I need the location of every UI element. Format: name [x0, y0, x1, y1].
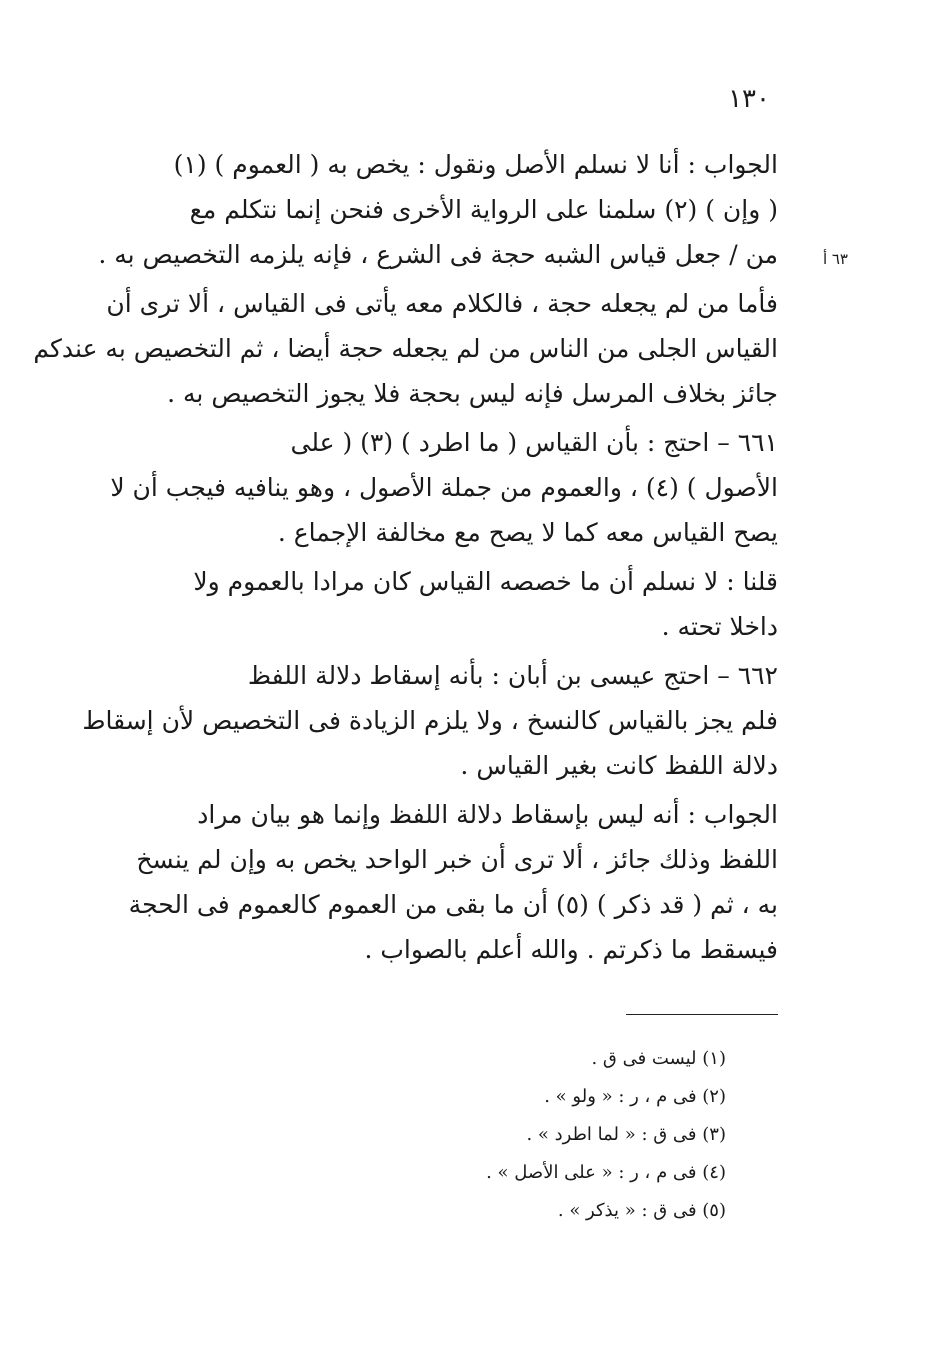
paragraph-2	[33, 281, 778, 416]
footnote-5: (٥) فى ق : « يذكر » .	[557, 1200, 726, 1221]
page-number: ١٣٠	[728, 84, 770, 114]
text-line: داخلا تحته .	[661, 612, 778, 641]
text-line: قلنا : لا نسلم أن ما خصصه القياس كان مرادا بالعموم ولا	[193, 567, 778, 596]
paragraph-3	[110, 420, 778, 555]
footnote-1: (١) ليست فى ق .	[591, 1048, 726, 1069]
text-line: فيسقط ما ذكرتم . والله أعلم بالصواب .	[364, 935, 778, 964]
footnote-3: (٣) فى ق : « لما اطرد » .	[526, 1124, 726, 1145]
paragraph-1	[98, 142, 778, 277]
paragraph-4	[140, 559, 778, 649]
footnote-4: (٤) فى م ، ر : « على الأصل » .	[486, 1162, 726, 1183]
paragraph-5	[82, 653, 778, 788]
text-line: ٦٦١ – احتج : بأن القياس ( ما اطرد ) (٣) ( على	[290, 428, 778, 457]
footnote-separator	[626, 1014, 778, 1015]
main-text	[33, 142, 778, 976]
text-line: فأما من لم يجعله حجة ، فالكلام معه يأتى فى القياس ، ألا ترى أن	[106, 289, 778, 318]
text-line: جائز بخلاف المرسل فإنه ليس بحجة فلا يجوز التخصيص به .	[167, 379, 778, 408]
text-line: من / جعل قياس الشبه حجة فى الشرع ، فإنه يلزمه التخصيص به .	[98, 240, 778, 269]
text-line: ( وإن ) (٢) سلمنا على الرواية الأخرى فنحن إنما نتكلم مع	[189, 195, 778, 224]
footnotes	[300, 1040, 726, 1230]
text-line: اللفظ وذلك جائز ، ألا ترى أن خبر الواحد يخص به وإن لم ينسخ	[136, 845, 778, 874]
text-line: به ، ثم ( قد ذكر ) (٥) أن ما بقى من العموم كالعموم فى الحجة	[128, 890, 778, 919]
text-line: القياس الجلى من الناس من لم يجعله حجة أيضا ، ثم التخصيص به عندكم	[33, 334, 778, 363]
text-line: الجواب : أنه ليس بإسقاط دلالة اللفظ وإنما هو بيان مراد	[197, 800, 778, 829]
text-line: ٦٦٢ – احتج عيسى بن أبان : بأنه إسقاط دلالة اللفظ	[247, 661, 778, 690]
text-line: فلم يجز بالقياس كالنسخ ، ولا يلزم الزيادة فى التخصيص لأن إسقاط	[82, 706, 778, 735]
footnote-2: (٢) فى م ، ر : « ولو » .	[544, 1086, 726, 1107]
paragraph-6	[128, 792, 778, 972]
text-line: الأصول ) (٤) ، والعموم من جملة الأصول ، وهو ينافيه فيجب أن لا	[110, 473, 778, 502]
text-line: دلالة اللفظ كانت بغير القياس .	[460, 751, 778, 780]
text-line: الجواب : أنا لا نسلم الأصل ونقول : يخص به ( العموم ) (١)	[173, 150, 778, 179]
margin-folio-note: ٦٣ أ	[822, 250, 848, 268]
text-line: يصح القياس معه كما لا يصح مع مخالفة الإجماع .	[277, 518, 778, 547]
